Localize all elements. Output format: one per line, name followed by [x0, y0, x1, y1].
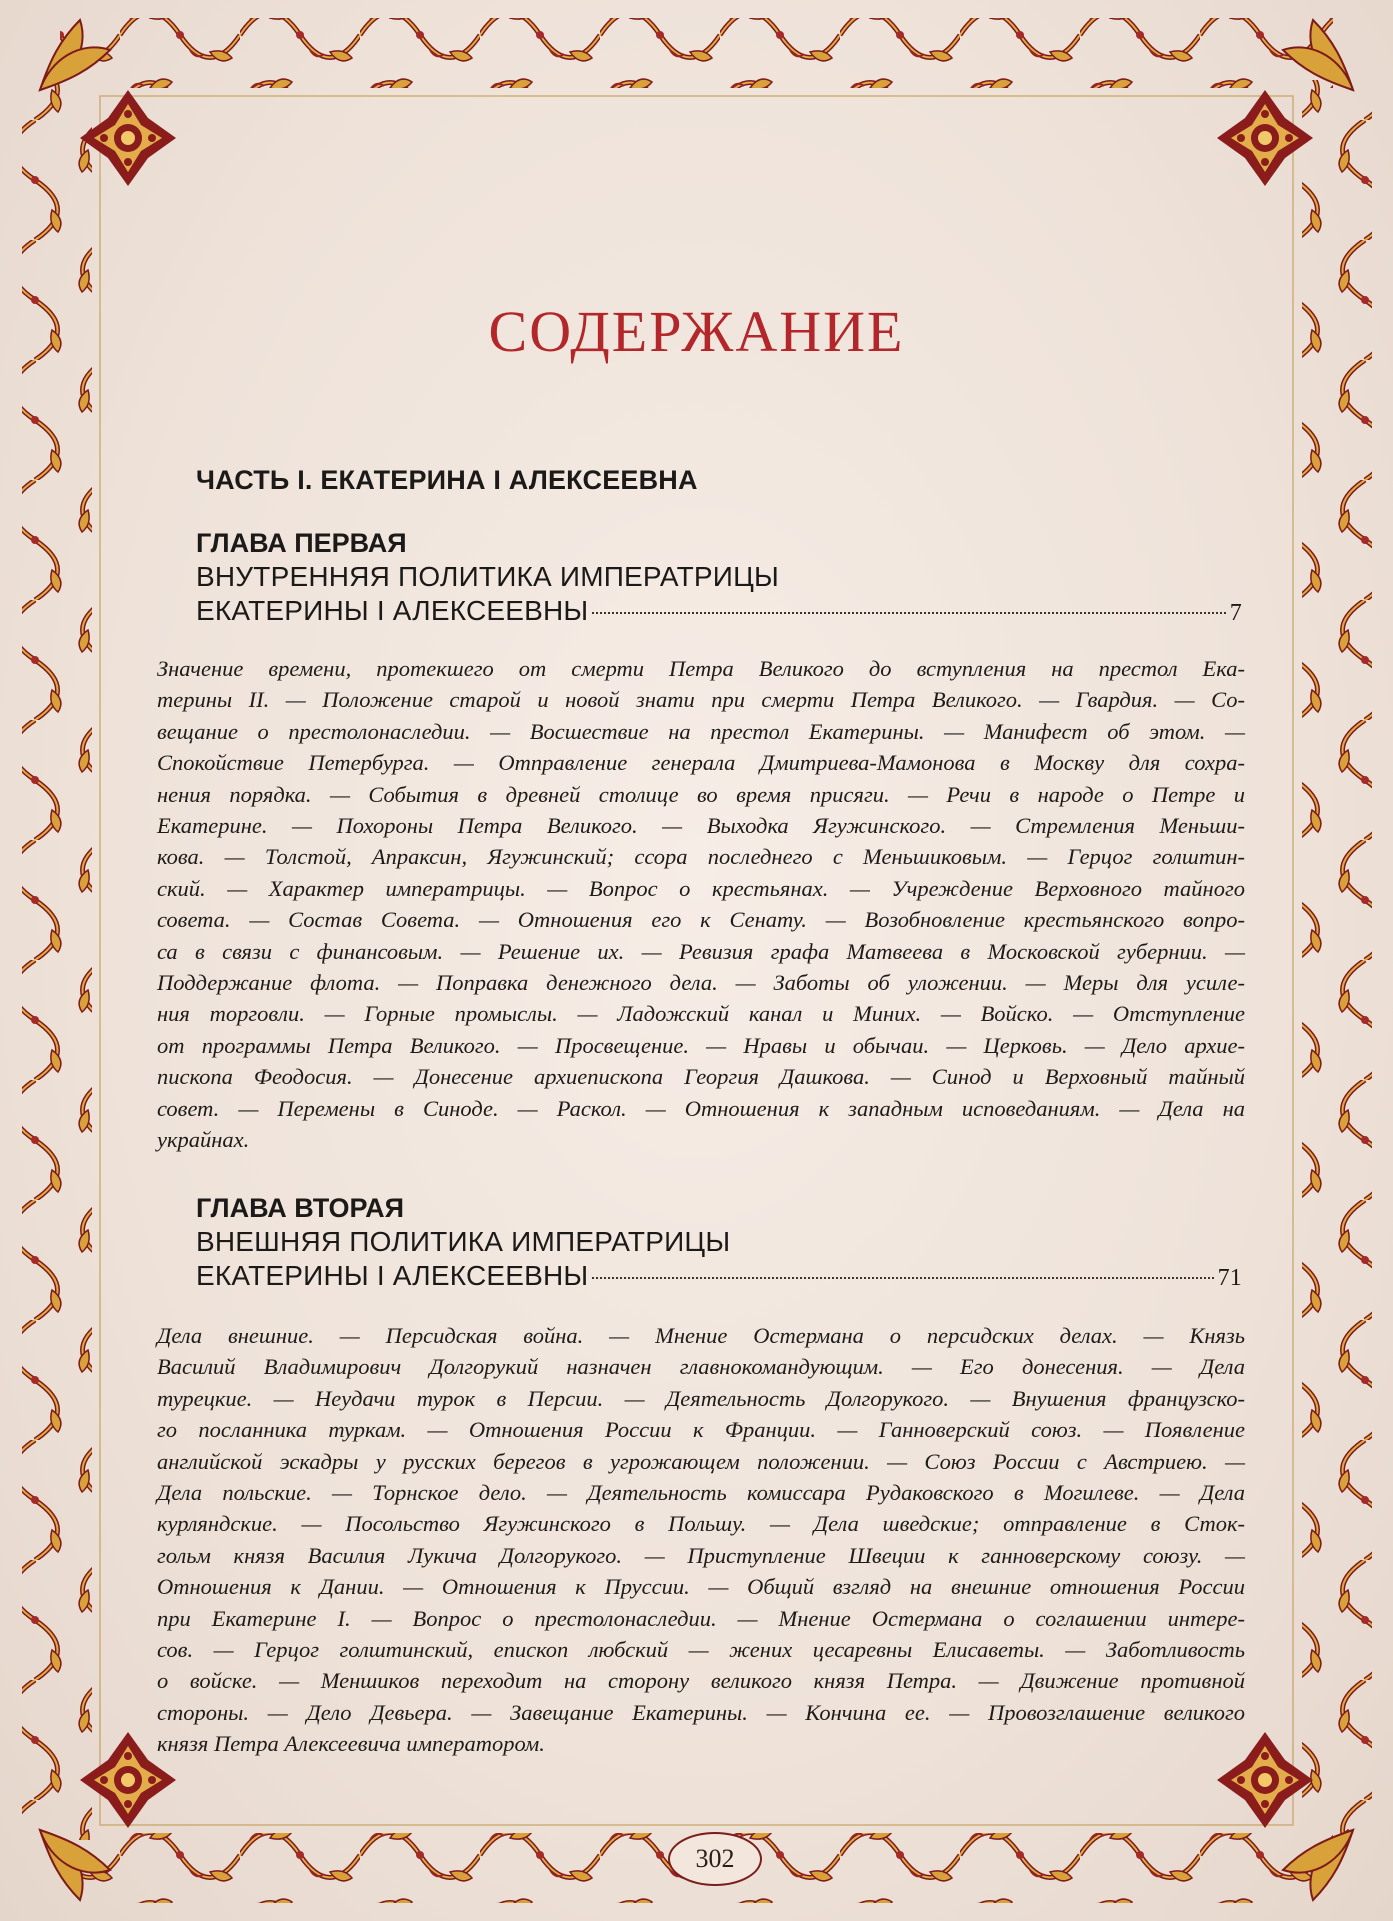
summary-line: го посланника туркам. — Отношения России к Франции. — Ганноверский союз. — Появление [157, 1417, 1245, 1443]
summary-line: кова. — Толстой, Апраксин, Ягужинский; ссора последнего с Меньшиковым. — Герцог голштин- [157, 844, 1245, 870]
chapter-2-toc-entry[interactable] [196, 1259, 1242, 1295]
summary-line: при Екатерине I. — Вопрос о престолонаследии. — Мнение Остермана о соглашении интере- [157, 1605, 1245, 1631]
part-heading: ЧАСТЬ I. ЕКАТЕРИНА I АЛЕКСЕЕВНА [196, 465, 698, 495]
summary-line: курляндские. — Посольство Ягужинского в Польшу. — Дела шведские; отправление в Сток- [157, 1511, 1245, 1537]
summary-line: стороны. — Дело Девьера. — Завещание Екатерины. — Кончина ее. — Провозглашение великого [157, 1699, 1245, 1725]
page-title: СОДЕРЖАНИЕ [488, 299, 905, 364]
summary-line: нения порядка. — События в древней столице во время присяги. — Речи в народе о Петре и [157, 781, 1245, 807]
chapter-1-summary [157, 653, 1245, 1156]
chapter-2-title-line2: ЕКАТЕРИНЫ I АЛЕКСЕЕВНЫ [196, 1260, 589, 1291]
chapter-1-title-line2: ЕКАТЕРИНЫ I АЛЕКСЕЕВНЫ [196, 595, 589, 626]
summary-line: Дела польские. — Торнское дело. — Деятельность комиссара Рудаковского в Могилеве. — Дела [157, 1480, 1245, 1506]
chapter-2-title-line1: ВНЕШНЯЯ ПОЛИТИКА ИМПЕРАТРИЦЫ [196, 1226, 731, 1257]
page-number: 302 [668, 1832, 762, 1886]
summary-line: украйнах. [157, 1127, 250, 1153]
dot-leader [592, 1276, 1213, 1279]
summary-line: Отношения к Дании. — Отношения к Пруссии. — Общий взгляд на внешние отношения России [157, 1574, 1245, 1600]
summary-line: сов. — Герцог голштинский, епископ любский — жених цесаревны Елисаветы. — Заботливость [157, 1637, 1245, 1663]
summary-line: терины II. — Положение старой и новой знати при смерти Петра Великого. — Гвардия. — Со- [157, 687, 1245, 713]
summary-line: Спокойствие Петербурга. — Отправление генерала Дмитриева-Мамонова в Москву для сохра- [157, 750, 1245, 776]
summary-line: Екатерине. — Похороны Петра Великого. — Выходка Ягужинского. — Стремления Меньши- [157, 813, 1245, 839]
summary-line: Василий Владимирович Долгорукий назначен главнокомандующим. — Его донесения. — Дела [157, 1354, 1245, 1380]
chapter-1-label: ГЛАВА ПЕРВАЯ [196, 528, 407, 558]
summary-line: совет. — Перемены в Синоде. — Раскол. — Отношения к западным исповеданиям. — Дела на [157, 1095, 1245, 1121]
summary-line: Значение времени, протекшего от смерти Петра Великого до вступления на престол Ека- [157, 656, 1245, 681]
summary-line: английской эскадры у русских берегов в угрожающем положении. — Союз России с Австриею. — [157, 1448, 1245, 1474]
chapter-2-page: 71 [1217, 1265, 1242, 1291]
summary-line: князя Петра Алексеевича императором. [157, 1731, 545, 1757]
summary-line: ния торговли. — Горные промыслы. — Ладожский канал и Миних. — Войско. — Отступление [157, 1001, 1245, 1027]
dot-leader [592, 611, 1225, 614]
summary-line: Дела внешние. — Персидская война. — Мнение Остермана о персидских делах. — Князь [157, 1323, 1245, 1348]
chapter-1-page: 7 [1229, 600, 1242, 626]
chapter-1-title-line1: ВНУТРЕННЯЯ ПОЛИТИКА ИМПЕРАТРИЦЫ [196, 561, 780, 592]
summary-line: о войске. — Меншиков переходит на сторону великого князя Петра. — Движение противной [157, 1668, 1245, 1694]
chapter-2-summary [157, 1320, 1245, 1760]
summary-line: вещание о престолонаследии. — Восшествие на престол Екатерины. — Манифест об этом. — [157, 718, 1245, 744]
summary-line: ский. — Характер императрицы. — Вопрос о крестьянах. — Учреждение Верховного тайного [157, 875, 1245, 901]
summary-line: турецкие. — Неудачи турок в Персии. — Деятельность Долгорукого. — Внушения французско- [157, 1385, 1245, 1411]
summary-line: совета. — Состав Совета. — Отношения его к Сенату. — Возобновление крестьянского вопро- [157, 907, 1245, 933]
summary-line: са в связи с финансовым. — Решение их. — Ревизия графа Матвеева в Московской губернии. — [157, 938, 1245, 964]
summary-line: гольм князя Василия Лукича Долгорукого. — Приступление Швеции к ганноверскому союзу. — [157, 1542, 1245, 1568]
summary-line: Поддержание флота. — Поправка денежного дела. — Заботы об уложении. — Меры для усиле- [157, 970, 1245, 996]
chapter-2-label: ГЛАВА ВТОРАЯ [196, 1193, 405, 1223]
summary-line: пископа Феодосия. — Донесение архиепископа Георгия Дашкова. — Синод и Верховный тайный [157, 1064, 1245, 1090]
summary-line: от программы Петра Великого. — Просвещение. — Нравы и обычаи. — Церковь. — Дело архие- [157, 1032, 1245, 1058]
chapter-1-toc-entry[interactable] [196, 594, 1242, 630]
